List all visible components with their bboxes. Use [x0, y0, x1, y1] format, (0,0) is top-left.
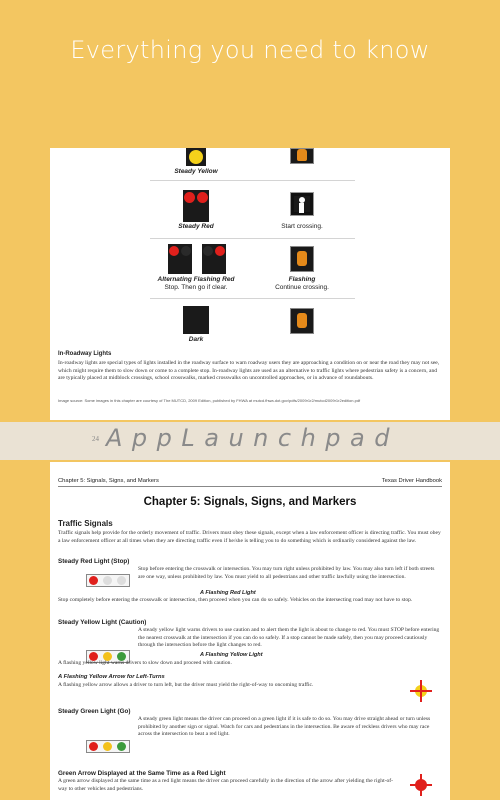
- chapter-title: Chapter 5: Signals, Signs, and Markers: [143, 496, 357, 508]
- handbook-page-preview-2: [50, 462, 450, 800]
- green-light-illustration: [86, 738, 130, 754]
- flashing-yellow-heading: A Flashing Yellow Light: [200, 652, 263, 658]
- watermark-banner: [0, 422, 500, 460]
- handbook-page-preview-1: [50, 148, 450, 420]
- green-arrow-heading: Green Arrow Displayed at the Same Time as a Red Light: [58, 770, 226, 777]
- steady-yellow-text: A steady yellow light warns drivers to use caution and to alert them the light is about to change to red. You must STOP before entering the nearest crosswalk at the intersection if you can do so safely. If a stop cannot be made safely, then you may proceed cautiously through the intersection before the light changes to red.: [138, 627, 440, 649]
- dark-label: Dark: [188, 336, 204, 343]
- in-roadway-heading: In-Roadway Lights: [58, 351, 112, 357]
- red-light-illustration: [86, 572, 130, 588]
- steady-yellow-heading: Steady Yellow Light (Caution): [58, 619, 147, 626]
- steady-yellow-signal: [186, 148, 206, 166]
- flashing-label: Flashing: [288, 276, 316, 283]
- traffic-signals-text: Traffic signals help provide for the orderly movement of traffic. Drivers must obey these signals, except when a law enforcement officer is directing traffic. You must obey a law enforcement officer at all times when they are directing traffic even if he/she is telling you to do something which is ordinarily considered against the law.: [58, 530, 441, 544]
- steady-red-text: Stop before entering the crosswalk or intersection. You may turn right unless prohibited by law. You may also turn left if both streets are one way, unless prohibited by law. You must yield to all pedestrians and other traffic lawfully using the intersection.: [138, 566, 435, 580]
- green-arrow-text: A green arrow displayed at the same time as a red light means the driver can proceed carefully in the direction of the arrow after yielding the right-of-way to other vehicles and pedestrians.: [58, 778, 394, 792]
- flashing-red-heading: A Flashing Red Light: [200, 590, 256, 596]
- alternating-flashing-red-label: Alternating Flashing Red: [157, 276, 235, 283]
- flashing-arrow-heading: A Flashing Yellow Arrow for Left-Turns: [58, 674, 165, 680]
- brand-watermark: AppLaunchpad: [106, 424, 399, 452]
- flashing-yellow-arrow-illustration: [408, 678, 434, 704]
- green-arrow-illustration: [408, 772, 434, 798]
- steady-green-text: A steady green light means the driver can proceed on a green light if it is safe to do so. You may drive straight ahead or turn unless prohibited by another sign or signal. Watch for cars and pedestrians in the intersection. Be aware of reckless drivers who may race across the intersection to beat a red light.: [138, 716, 431, 738]
- start-crossing-label: Start crossing.: [281, 223, 323, 230]
- running-header-right: Texas Driver Handbook: [381, 478, 442, 484]
- running-header-left: Chapter 5: Signals, Signs, and Markers: [58, 478, 159, 484]
- app-headline: Everything you need to know: [70, 36, 430, 64]
- steady-red-heading: Steady Red Light (Stop): [58, 558, 130, 565]
- steady-red-label: Steady Red: [178, 223, 214, 230]
- continue-crossing-label: Continue crossing.: [275, 284, 329, 291]
- stop-then-go-label: Stop. Then go if clear.: [164, 284, 228, 291]
- flashing-red-signal-left: [168, 244, 192, 274]
- image-source-note: Image source: Some images in this chapter are courtesy of The MUTCD, 2009 Edition, published by FHWA at mutcd.fhwa.dot.gov/pdfs/2009r1r2/mutcd2009r1r2edition.pdf: [58, 398, 361, 403]
- steady-yellow-label: Steady Yellow: [174, 168, 218, 175]
- flashing-yellow-text: A flashing yellow light warns drivers to slow down and proceed with caution.: [58, 660, 232, 666]
- flashing-arrow-text: A flashing yellow arrow allows a driver to turn left, but the driver must yield the right-of-way to oncoming traffic.: [58, 682, 314, 688]
- flashing-hand-icon: [290, 246, 314, 272]
- dark-signal: [183, 306, 209, 334]
- page-number: 24: [92, 435, 99, 443]
- flashing-red-signal-right: [202, 244, 226, 274]
- walk-signal-icon: [290, 192, 314, 216]
- steady-red-signal: [183, 190, 209, 222]
- in-roadway-text: In-roadway lights are special types of lights installed in the roadway surface to warn roadway users they are approaching a condition on or near the road they may not see, which might require them to slow down or come to a complete stop. In-roadway lights are used as an alternative to traffic lights where pedestrian safety is a concern, and are typically placed at midblock crossings, school crosswalks, marked crosswalks on uncontrolled approaches, or in advance of roundabouts.: [58, 360, 440, 382]
- steady-green-heading: Steady Green Light (Go): [58, 708, 131, 715]
- flashing-red-text: Stop completely before entering the crosswalk or intersection, then proceed when you can do so safely. Vehicles on the intersecting road may not have to stop.: [58, 597, 413, 603]
- dont-walk-hand-icon: [290, 308, 314, 334]
- hand-signal-icon: [290, 148, 314, 164]
- traffic-signals-heading: Traffic Signals: [58, 519, 113, 528]
